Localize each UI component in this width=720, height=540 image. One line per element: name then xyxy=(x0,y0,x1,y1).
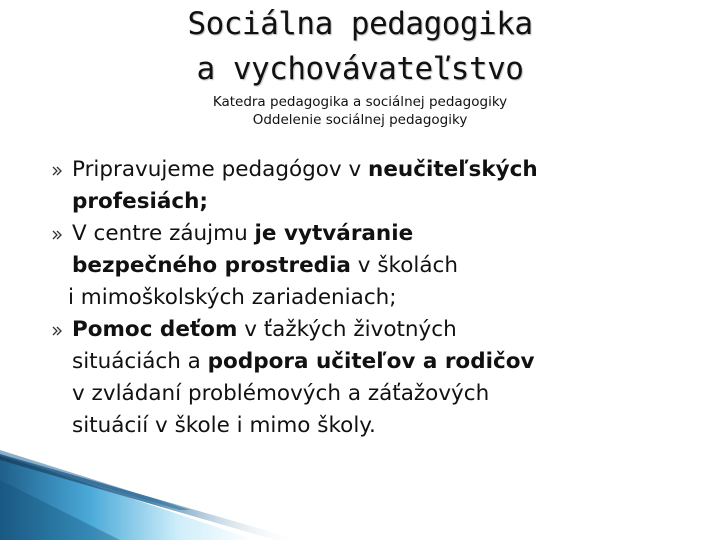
bullet-item-1 xyxy=(52,154,702,218)
chevron-bullet-icon xyxy=(52,326,62,336)
slide-title xyxy=(0,2,720,92)
bullet-3-text-d: situácií v škole i mimo školy. xyxy=(72,413,376,438)
bullet-3-line-1 xyxy=(72,314,702,346)
bullet-2-line-3 xyxy=(68,282,702,314)
bullet-1-bold-a: neučiteľských xyxy=(368,157,538,182)
title-line-1: Sociálna pedagogika xyxy=(187,6,533,42)
chevron-bullet-icon xyxy=(52,230,62,240)
bullet-2-bold-b: bezpečného prostredia xyxy=(72,253,351,278)
bullet-2-text-b: v školách xyxy=(350,253,458,278)
bullet-3-text-b: situáciách a xyxy=(72,349,208,374)
subtitle-line-1: Katedra pedagogika a sociálnej pedagogiky xyxy=(212,94,508,110)
slide-subtitle xyxy=(0,93,720,129)
bullet-2-bold-a: je vytváranie xyxy=(254,221,414,246)
bullet-2-line-1 xyxy=(72,218,702,250)
bullet-1-bold-b: profesiách; xyxy=(72,189,209,214)
title-line-2: a vychovávateľstvo xyxy=(196,51,524,87)
bullet-2-text-c: i mimoškolských zariadeniach; xyxy=(68,285,397,310)
bullet-1-line-1 xyxy=(72,154,702,186)
bullet-item-3 xyxy=(52,314,702,442)
bullet-3-line-4 xyxy=(72,410,702,442)
bullet-1-line-2 xyxy=(72,186,702,218)
bullet-3-line-2 xyxy=(72,346,702,378)
bullet-3-text-c: v zvládaní problémových a záťažových xyxy=(72,381,490,406)
bullet-2-line-2 xyxy=(72,250,702,282)
bullet-list xyxy=(52,154,702,442)
bullet-3-bold-a: Pomoc deťom xyxy=(72,317,238,342)
bullet-3-bold-b: podpora učiteľov a rodičov xyxy=(207,349,535,374)
bullet-3-text-a: v ťažkých životných xyxy=(237,317,457,342)
bullet-item-2 xyxy=(52,218,702,314)
bullet-2-text-a: V centre záujmu xyxy=(72,221,255,246)
chevron-bullet-icon xyxy=(52,166,62,176)
subtitle-line-2: Oddelenie sociálnej pedagogiky xyxy=(252,112,468,128)
decorative-swoosh xyxy=(0,440,720,540)
bullet-1-text-a: Pripravujeme pedagógov v xyxy=(72,157,369,182)
bullet-3-line-3 xyxy=(72,378,702,410)
